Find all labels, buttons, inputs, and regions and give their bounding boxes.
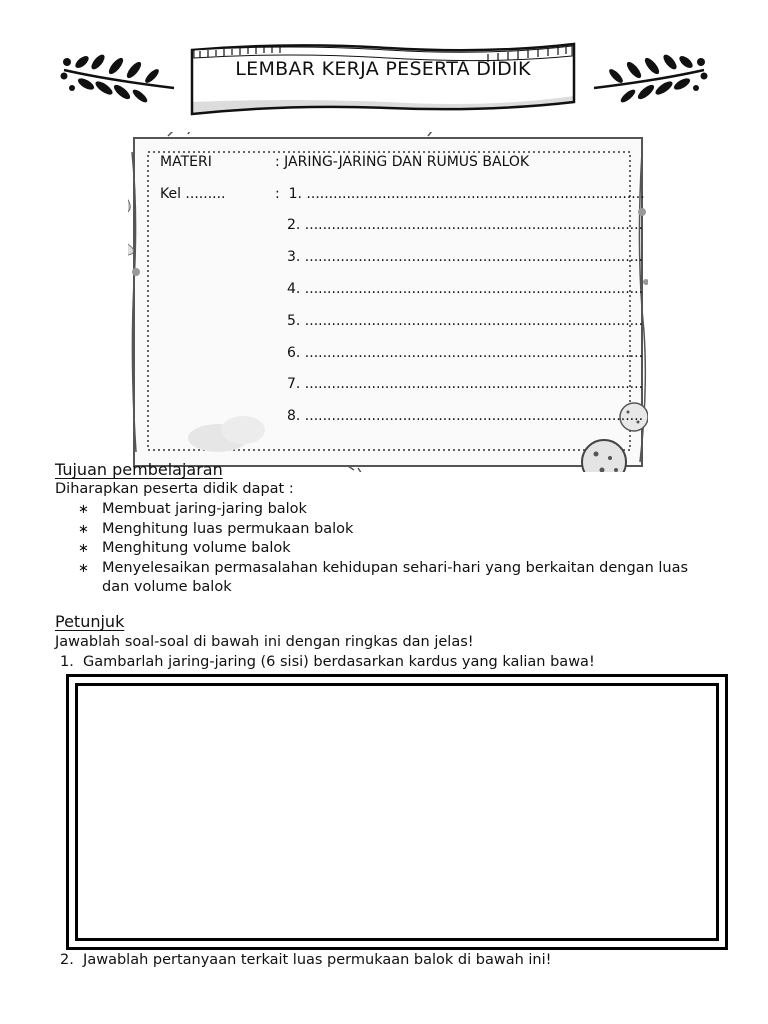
materi-label: MATERI	[160, 154, 212, 170]
answer-box-q1[interactable]	[66, 674, 728, 950]
member-line-6: 6. ............................................................................	[287, 345, 644, 361]
bullet-icon: ∗	[78, 502, 89, 517]
member-line-8: 8. ............................................................................	[287, 408, 644, 424]
materi-value: : JARING-JARING DAN RUMUS BALOK	[275, 154, 530, 170]
list-item: ∗ Menghitung volume balok	[78, 539, 718, 559]
member-line-4: 4. ............................................................................	[287, 281, 644, 297]
right-branch-icon	[590, 48, 710, 108]
member-line-1: : 1. ............................................................................	[275, 186, 645, 202]
question-2: 2. Jawablah pertanyaan terkait luas permukaan balok di bawah ini!	[60, 952, 552, 968]
objectives-intro: Diharapkan peserta didik dapat :	[55, 481, 294, 497]
answer-box-inner-border	[75, 683, 719, 941]
bullet-icon: ∗	[78, 521, 89, 537]
instructions-intro: Jawablah soal-soal di bawah ini dengan ringkas dan jelas!	[55, 634, 474, 650]
left-branch-icon	[58, 48, 178, 108]
list-item: ∗ Menghitung luas permukaan balok	[78, 520, 718, 540]
list-item: ∗ Membuat jaring-jaring balok	[78, 500, 718, 520]
objectives-heading: Tujuan pembelajaran	[55, 460, 223, 479]
question-1: 1. Gambarlah jaring-jaring (6 sisi) berdasarkan kardus yang kalian bawa!	[60, 654, 595, 670]
bullet-icon: ∗	[78, 541, 89, 556]
page-title: LEMBAR KERJA PESERTA DIDIK	[235, 58, 531, 80]
instructions-heading: Petunjuk	[55, 612, 125, 631]
member-line-5: 5. ............................................................................	[287, 313, 644, 329]
list-item: ∗ Menyelesaikan permasalahan kehidupan sehari-hari yang berkaitan dengan luas dan volume balok	[78, 559, 689, 595]
bullet-icon: ∗	[78, 560, 89, 576]
title-banner	[188, 42, 578, 118]
member-line-7: 7. ............................................................................	[287, 376, 644, 392]
member-line-3: 3. ............................................................................	[287, 249, 644, 265]
objectives-list	[78, 500, 718, 598]
member-line-2: 2. ............................................................................	[287, 217, 644, 233]
kel-label: Kel .........	[160, 186, 226, 202]
